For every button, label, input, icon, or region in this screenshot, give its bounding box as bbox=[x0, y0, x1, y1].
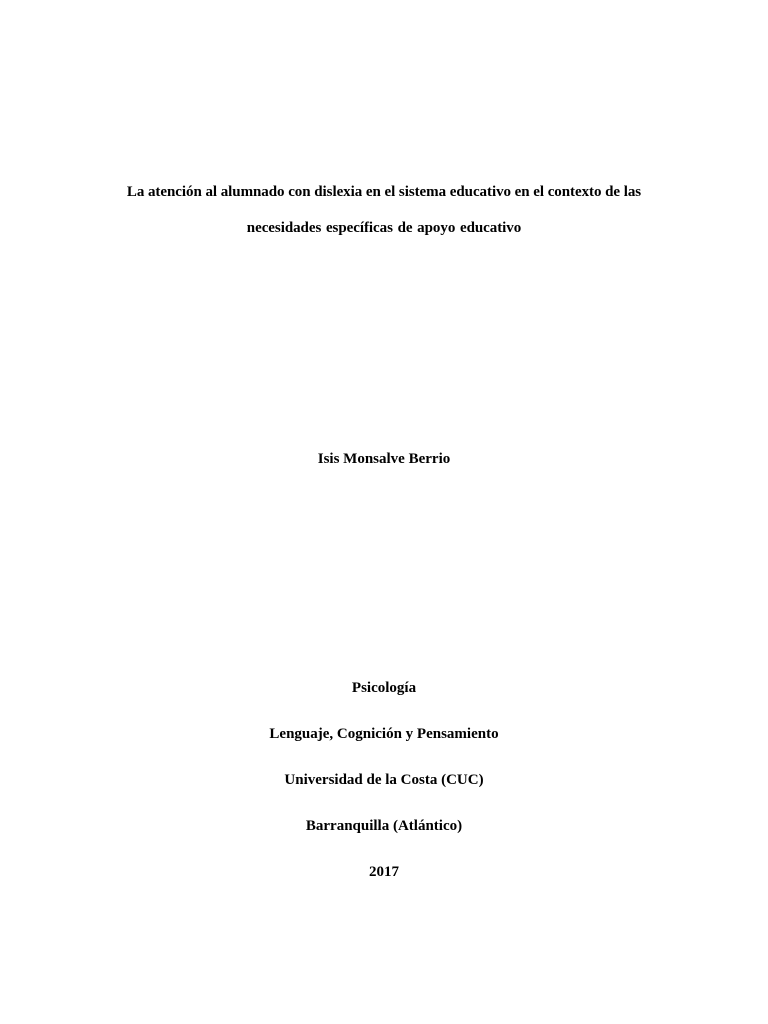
author-name: Isis Monsalve Berrio bbox=[317, 451, 451, 467]
year: 2017 bbox=[369, 864, 399, 880]
location: Barranquilla (Atlántico) bbox=[305, 818, 463, 834]
institution-name: Universidad de la Costa (CUC) bbox=[284, 772, 484, 788]
course-name: Lenguaje, Cognición y Pensamiento bbox=[269, 726, 499, 742]
title-line-1: La atención al alumnado con dislexia en el sistema educativo en el contexto de las bbox=[126, 184, 642, 200]
title-line-2: necesidades específicas de apoyo educativo bbox=[246, 220, 522, 236]
program-name: Psicología bbox=[351, 680, 417, 696]
